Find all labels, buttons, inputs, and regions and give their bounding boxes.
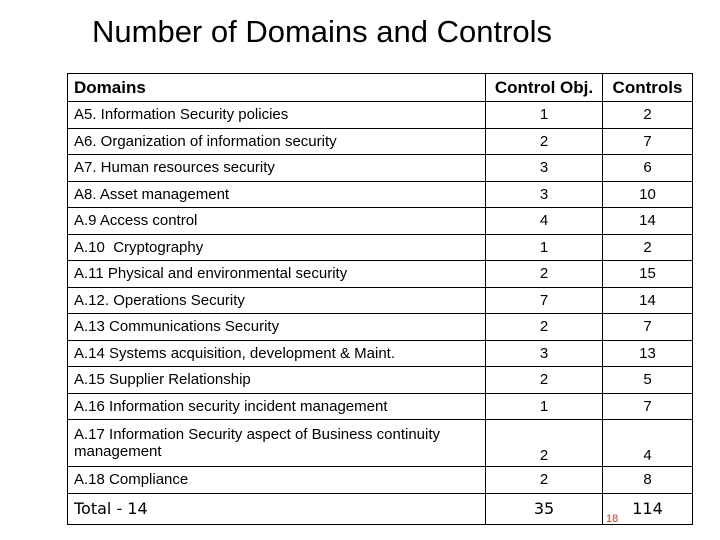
controls-cell: 13: [603, 340, 693, 367]
control-obj-cell: 3: [486, 181, 603, 208]
control-obj-cell: 3: [486, 340, 603, 367]
domains-controls-table: [67, 73, 693, 525]
table-total-row: [68, 493, 693, 524]
total-label: Total - 14: [68, 493, 486, 524]
domain-cell: A.9 Access control: [68, 208, 486, 235]
table-row: [68, 128, 693, 155]
table-row: [68, 208, 693, 235]
control-obj-cell: 1: [486, 234, 603, 261]
domain-cell: A.18 Compliance: [68, 467, 486, 494]
table-row: [68, 181, 693, 208]
control-obj-cell: 1: [486, 102, 603, 129]
controls-cell: 5: [603, 367, 693, 394]
controls-cell: 4: [603, 420, 693, 467]
controls-cell: 2: [603, 234, 693, 261]
control-obj-cell: 1: [486, 393, 603, 420]
domain-cell: A.16 Information security incident management: [68, 393, 486, 420]
control-obj-cell: 2: [486, 314, 603, 341]
table-row: [68, 234, 693, 261]
table-row: [68, 340, 693, 367]
domain-cell: A.13 Communications Security: [68, 314, 486, 341]
page-number: 18: [606, 513, 619, 525]
table-header-row: [68, 74, 693, 102]
controls-cell: 7: [603, 314, 693, 341]
header-control-obj: Control Obj.: [486, 74, 603, 102]
total-control-obj: 35: [486, 493, 603, 524]
domain-cell: A.14 Systems acquisition, development & Maint.: [68, 340, 486, 367]
domain-cell: A5. Information Security policies: [68, 102, 486, 129]
control-obj-cell: 2: [486, 420, 603, 467]
controls-cell: 10: [603, 181, 693, 208]
control-obj-cell: 2: [486, 367, 603, 394]
controls-cell: 15: [603, 261, 693, 288]
control-obj-cell: 2: [486, 261, 603, 288]
controls-cell: 6: [603, 155, 693, 182]
domain-cell: A.10 Cryptography: [68, 234, 486, 261]
table-row: [68, 155, 693, 182]
control-obj-cell: 4: [486, 208, 603, 235]
domain-cell: A.11 Physical and environmental security: [68, 261, 486, 288]
header-controls: Controls: [603, 74, 693, 102]
controls-cell: 7: [603, 393, 693, 420]
total-controls: 114: [603, 493, 693, 524]
domain-cell: A.15 Supplier Relationship: [68, 367, 486, 394]
table-row: [68, 287, 693, 314]
domain-cell: A.17 Information Security aspect of Business continuity management: [68, 420, 486, 467]
header-domains: Domains: [68, 74, 486, 102]
table-row: [68, 420, 693, 467]
controls-cell: 7: [603, 128, 693, 155]
domain-cell: A6. Organization of information security: [68, 128, 486, 155]
controls-cell: 14: [603, 208, 693, 235]
table-row: [68, 467, 693, 494]
domain-cell: A7. Human resources security: [68, 155, 486, 182]
control-obj-cell: 3: [486, 155, 603, 182]
controls-cell: 2: [603, 102, 693, 129]
control-obj-cell: 2: [486, 128, 603, 155]
domain-cell: A8. Asset management: [68, 181, 486, 208]
domain-cell: A.12. Operations Security: [68, 287, 486, 314]
table-row: [68, 367, 693, 394]
table-row: [68, 261, 693, 288]
table-row: [68, 393, 693, 420]
table-row: [68, 314, 693, 341]
page-title: Number of Domains and Controls: [92, 14, 553, 49]
table-row: [68, 102, 693, 129]
controls-cell: 14: [603, 287, 693, 314]
control-obj-cell: 7: [486, 287, 603, 314]
control-obj-cell: 2: [486, 467, 603, 494]
controls-cell: 8: [603, 467, 693, 494]
